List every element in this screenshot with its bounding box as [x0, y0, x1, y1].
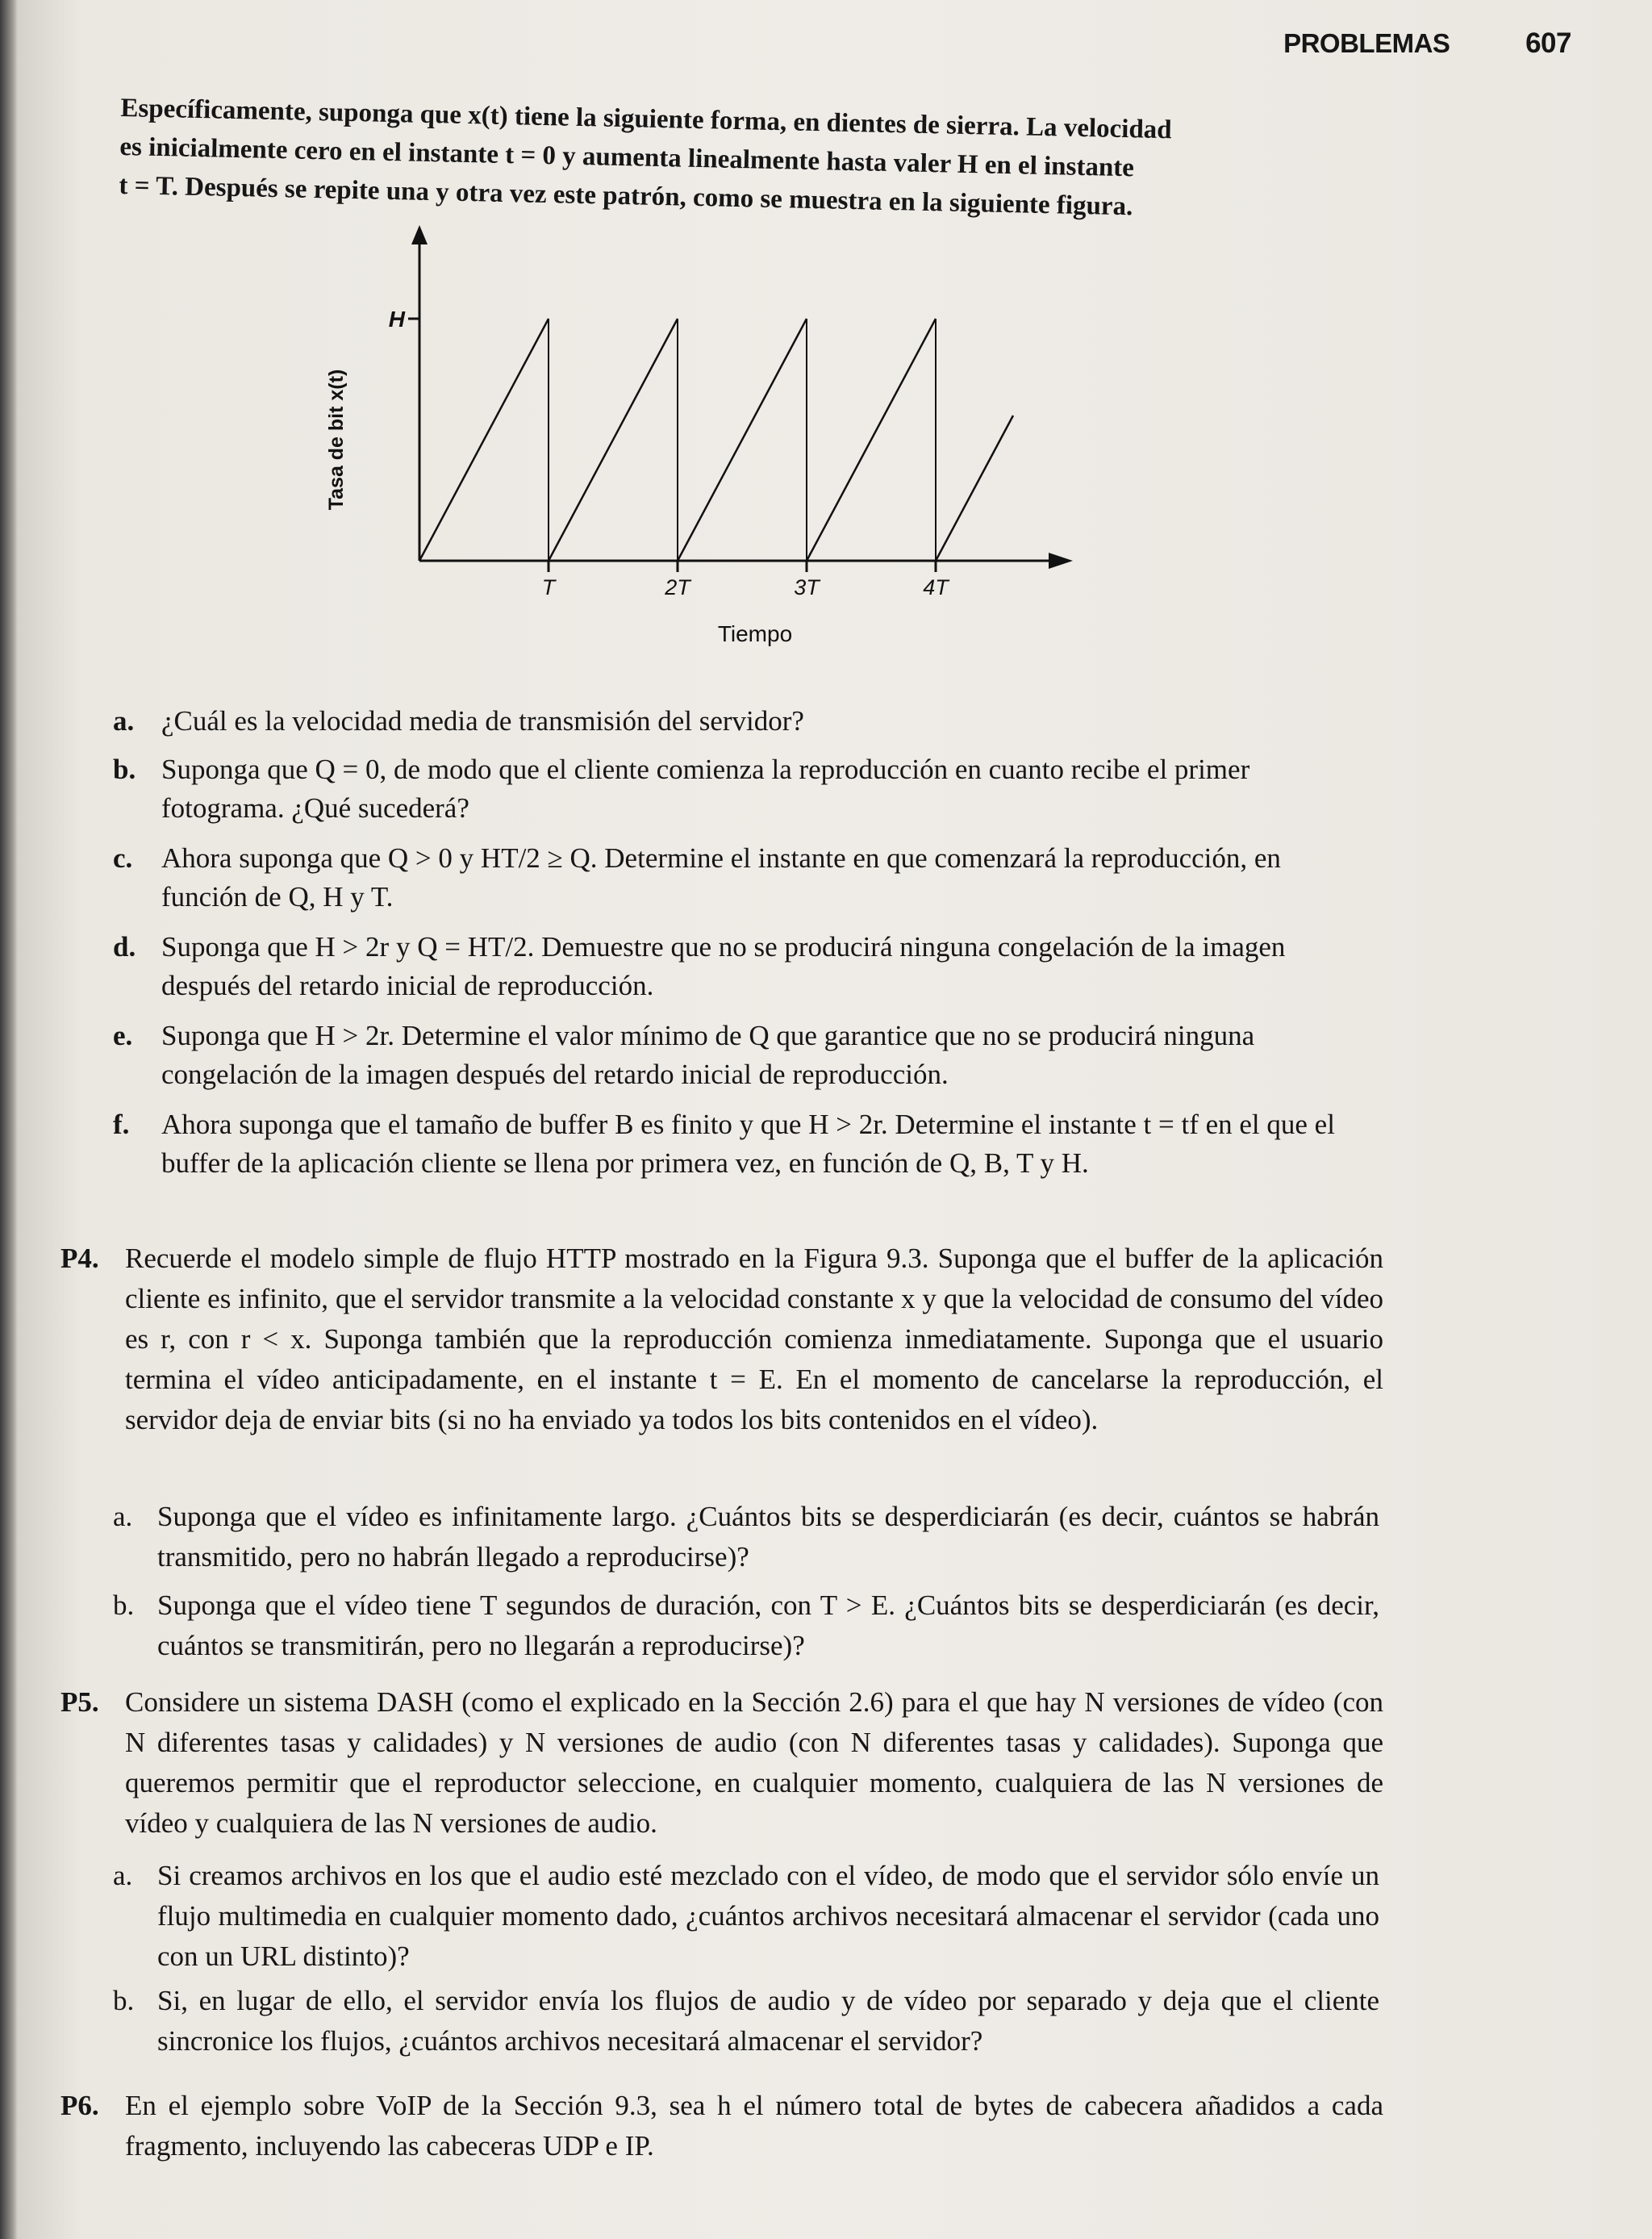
problem-text: Considere un sistema DASH (como el explicado en la Sección 2.6) para el que hay N versiones de vídeo (con N diferentes tasas y calidades) y N versiones de audio (con N diferentes tasas y calidades). Suponga que queremos permitir que el reproductor seleccione, en cualquier momento, cualquiera de las N versiones de vídeo y cualquiera de las N versiones de audio.: [125, 1686, 1383, 1839]
question-text: ¿Cuál es la velocidad media de transmisión del servidor?: [161, 705, 804, 737]
x-tick-label: 3T: [794, 575, 820, 599]
subquestion-text: Suponga que el vídeo es infinitamente largo. ¿Cuántos bits se desperdiciarán (es decir, cuántos se habrán transmitido, pero no habrán llegado a reproducirse)?: [157, 1501, 1379, 1573]
subquestion-label: a.: [113, 1860, 133, 1891]
question-label: e.: [113, 1020, 133, 1051]
sawtooth-ramp-segment: [549, 319, 678, 561]
y-axis-arrow-icon: [411, 225, 428, 244]
subquestion-label: b.: [113, 1589, 135, 1621]
question-label: f.: [113, 1109, 130, 1140]
intro-line: es inicialmente cero en el instante t = 0 y aumenta linealmente hasta valer H en el instante: [119, 132, 1135, 183]
sawtooth-ramp-segment: [678, 319, 807, 561]
x-tick-label: T: [541, 575, 556, 599]
y-tick-label: H: [388, 307, 405, 332]
subquestion-text: Si, en lugar de ello, el servidor envía los flujos de audio y de vídeo por separado y deja que el cliente sincronice los flujos, ¿cuántos archivos necesitará almacenar el servidor?: [157, 1985, 1379, 2057]
question-text: Suponga que H > 2r y Q = HT/2. Demuestre que no se producirá ninguna congelación de la imagen después del retardo inicial de reproducción.: [161, 931, 1286, 1001]
question-label: a.: [113, 705, 135, 737]
subquestion-text: Suponga que el vídeo tiene T segundos de duración, con T > E. ¿Cuántos bits se desperdiciarán (es decir, cuántos se transmitirán, pero no llegarán a reproducirse)?: [157, 1589, 1379, 1661]
subquestion-text: Si creamos archivos en los que el audio esté mezclado con el vídeo, de modo que el servidor sólo envíe un flujo multimedia en cualquier momento dado, ¿cuántos archivos necesitará almacenar el servidor (cada uno con un URL distinto)?: [157, 1860, 1379, 1972]
sawtooth-ramp-segment: [419, 319, 549, 561]
question-text: Ahora suponga que Q > 0 y HT/2 ≥ Q. Determine el instante en que comenzará la reproducción, en función de Q, H y T.: [161, 842, 1281, 913]
page-binding-shadow: [0, 0, 18, 2239]
sawtooth-chart: [307, 222, 1081, 682]
problem-text: Recuerde el modelo simple de flujo HTTP mostrado en la Figura 9.3. Suponga que el buffer de la aplicación cliente es infinito, que el servidor transmite a la velocidad constante x y que la velocidad de consumo del vídeo es r, con r < x. Suponga también que la reproducción comienza inmediatamente. Suponga que el usuario termina el vídeo anticipadamente, en el instante t = E. En el momento de cancelarse la reproducción, el servidor deja de enviar bits (si no ha enviado ya todos los bits contenidos en el vídeo).: [125, 1243, 1383, 1435]
chart-svg: [307, 222, 1081, 682]
problem-text: En el ejemplo sobre VoIP de la Sección 9.3, sea h el número total de bytes de cabecera añadidos a cada fragmento, incluyendo las cabeceras UDP e IP.: [125, 2090, 1383, 2162]
y-axis-label: Tasa de bit x(t): [325, 369, 348, 511]
x-axis-arrow-icon: [1049, 553, 1073, 569]
question-text: Suponga que Q = 0, de modo que el cliente comienza la reproducción en cuanto recibe el primer fotograma. ¿Qué sucederá?: [161, 754, 1250, 824]
x-tick-label: 4T: [923, 575, 949, 599]
x-tick-label: 2T: [665, 575, 690, 599]
question-text: Suponga que H > 2r. Determine el valor mínimo de Q que garantice que no se producirá ninguna congelación de la imagen después del retardo inicial de reproducción.: [161, 1020, 1255, 1090]
intro-paragraph: [119, 89, 1307, 230]
question-label: c.: [113, 842, 133, 874]
running-header: [1283, 27, 1571, 60]
problem-label: P5.: [60, 1686, 99, 1718]
question-label: b.: [113, 754, 136, 785]
problem-label: P4.: [60, 1243, 99, 1274]
subquestion-label: b.: [113, 1985, 135, 2016]
section-title: PROBLEMAS: [1283, 28, 1450, 58]
intro-line: t = T. Después se repite una y otra vez este patrón, como se muestra en la siguiente figura.: [119, 170, 1133, 222]
sawtooth-ramp-segment: [807, 319, 936, 561]
problem-label: P6.: [60, 2090, 99, 2121]
page-number: 607: [1525, 27, 1571, 59]
x-axis-label: Tiempo: [717, 621, 793, 646]
question-label: d.: [113, 931, 136, 963]
intro-line: Específicamente, suponga que x(t) tiene la siguiente forma, en dientes de sierra. La velocidad: [120, 93, 1172, 145]
sawtooth-ramp-segment: [936, 416, 1013, 561]
question-text: Ahora suponga que el tamaño de buffer B es finito y que H > 2r. Determine el instante t = tf en el que el buffer de la aplicación cliente se llena por primera vez, en función de Q, B, T y H.: [161, 1109, 1335, 1179]
subquestion-label: a.: [113, 1501, 133, 1532]
